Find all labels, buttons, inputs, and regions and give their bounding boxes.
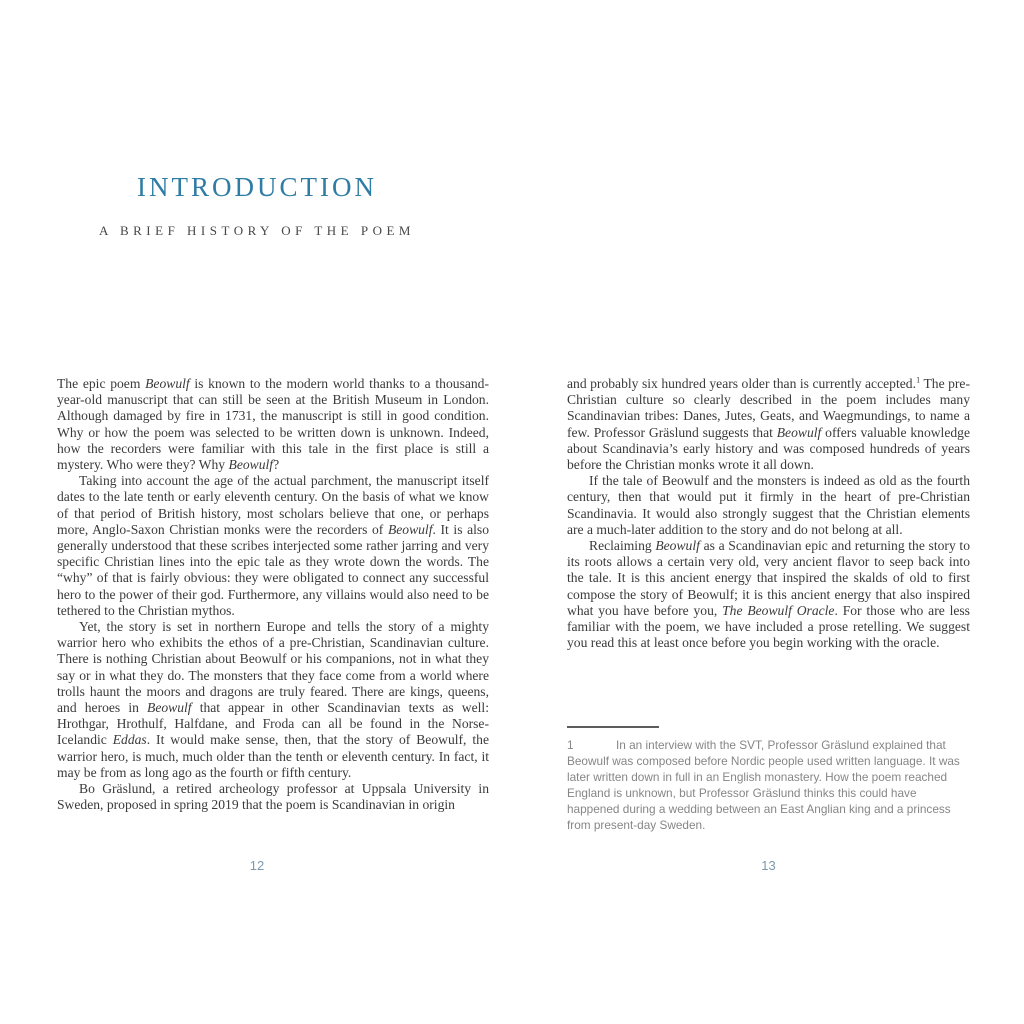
footnote-block — [567, 726, 970, 833]
right-page-body — [567, 376, 970, 651]
paragraph: Bo Gräslund, a retired archeology professor at Uppsala University in Sweden, proposed in spring 2019 that the poem is Scandinavian in origin — [57, 781, 489, 813]
paragraph: Yet, the story is set in northern Europe and tells the story of a mighty warrior hero who exhibits the ethos of a pre-Christian, Scandinavian culture. There is nothing Christian about Beowulf or his companions, not in what they say or in what they do. The monsters that they face come from a world where trolls haunt the moors and dragons are truly feared. There are kings, queens, and heroes in Beowulf that appear in other Scandinavian texts as well: Hrothgar, Hrothulf, Halfdane, and Froda can all be found in the Norse-Icelandic Eddas. It would make sense, then, that the story of Beowulf, the warrior hero, is much, much older than the tenth or eleventh century. In fact, it may be from as long ago as the fourth or fifth century. — [57, 619, 489, 780]
page-number-right: 13 — [761, 858, 776, 873]
paragraph: If the tale of Beowulf and the monsters is indeed as old as the fourth century, then that would put it firmly in the heart of pre-Christian Scandinavia. It would also strongly suggest that the Christian elements are a much-later addition to the story and do not belong at all. — [567, 473, 970, 537]
paragraph: Taking into account the age of the actual parchment, the manuscript itself dates to the late tenth or early eleventh century. On the basis of what we know of that period of British history, most scholars believe that one, or perhaps more, Anglo-Saxon Christian monks were the recorders of Beowulf. It is also generally understood that these scribes interjected some rather jarring and very specific Christian lines into the epic tale as they wrote down the words. The “why” of that is fairly obvious: they were obligated to connect any successful hero to the power of their god. Furthermore, any villains would also need to be tethered to the Christian mythos. — [57, 473, 489, 618]
footnote-rule — [567, 726, 659, 728]
chapter-subtitle: A BRIEF HISTORY OF THE POEM — [99, 223, 415, 238]
paragraph: and probably six hundred years older than is currently accepted.$^1$ The pre-Christian culture so clearly described in the poem includes many Scandinavian tribes: Danes, Jutes, Geats, and Waegmundings, to name a few. Professor Gräslund suggests that Beowulf offers valuable knowledge about Scandinavia’s early history and was composed hundreds of years before the Christian monks wrote it all down. — [567, 374, 970, 473]
paragraph: Reclaiming Beowulf as a Scandinavian epic and returning the story to its roots allows a certain very old, very ancient flavor to seep back into the tale. It is this ancient energy that inspired the skalds of old to first compose the story of Beowulf; it is this ancient energy that also inspired what you have before you, The Beowulf Oracle. For those who are less familiar with the poem, we have included a prose retelling. We suggest you read this at least once before you begin working with the oracle. — [567, 538, 970, 651]
footnote-text: In an interview with the SVT, Professor Gräslund explained that Beowulf was composed before Nordic people used written language. It was later written down in full in an English monastery. How the poem reached England is unknown, but Professor Gräslund thinks this could have happened during a wedding between an East Anglian king and a princess from present-day Sweden. — [567, 738, 960, 832]
left-page-body — [57, 376, 489, 813]
chapter-title: INTRODUCTION — [137, 172, 377, 202]
footnote-marker: 1 — [567, 738, 574, 752]
paragraph: The epic poem Beowulf is known to the modern world thanks to a thousand-year-old manuscript that can still be seen at the British Museum in London. Although damaged by fire in 1731, the manuscript is still in good condition. Why or how the poem was selected to be written down is unknown. Indeed, how the recorders were familiar with this tale in the first place is still a mystery. Who were they? Why Beowulf? — [57, 376, 490, 473]
chapter-header — [40, 172, 474, 239]
footnote — [567, 737, 970, 833]
page-number-left: 12 — [249, 858, 265, 873]
